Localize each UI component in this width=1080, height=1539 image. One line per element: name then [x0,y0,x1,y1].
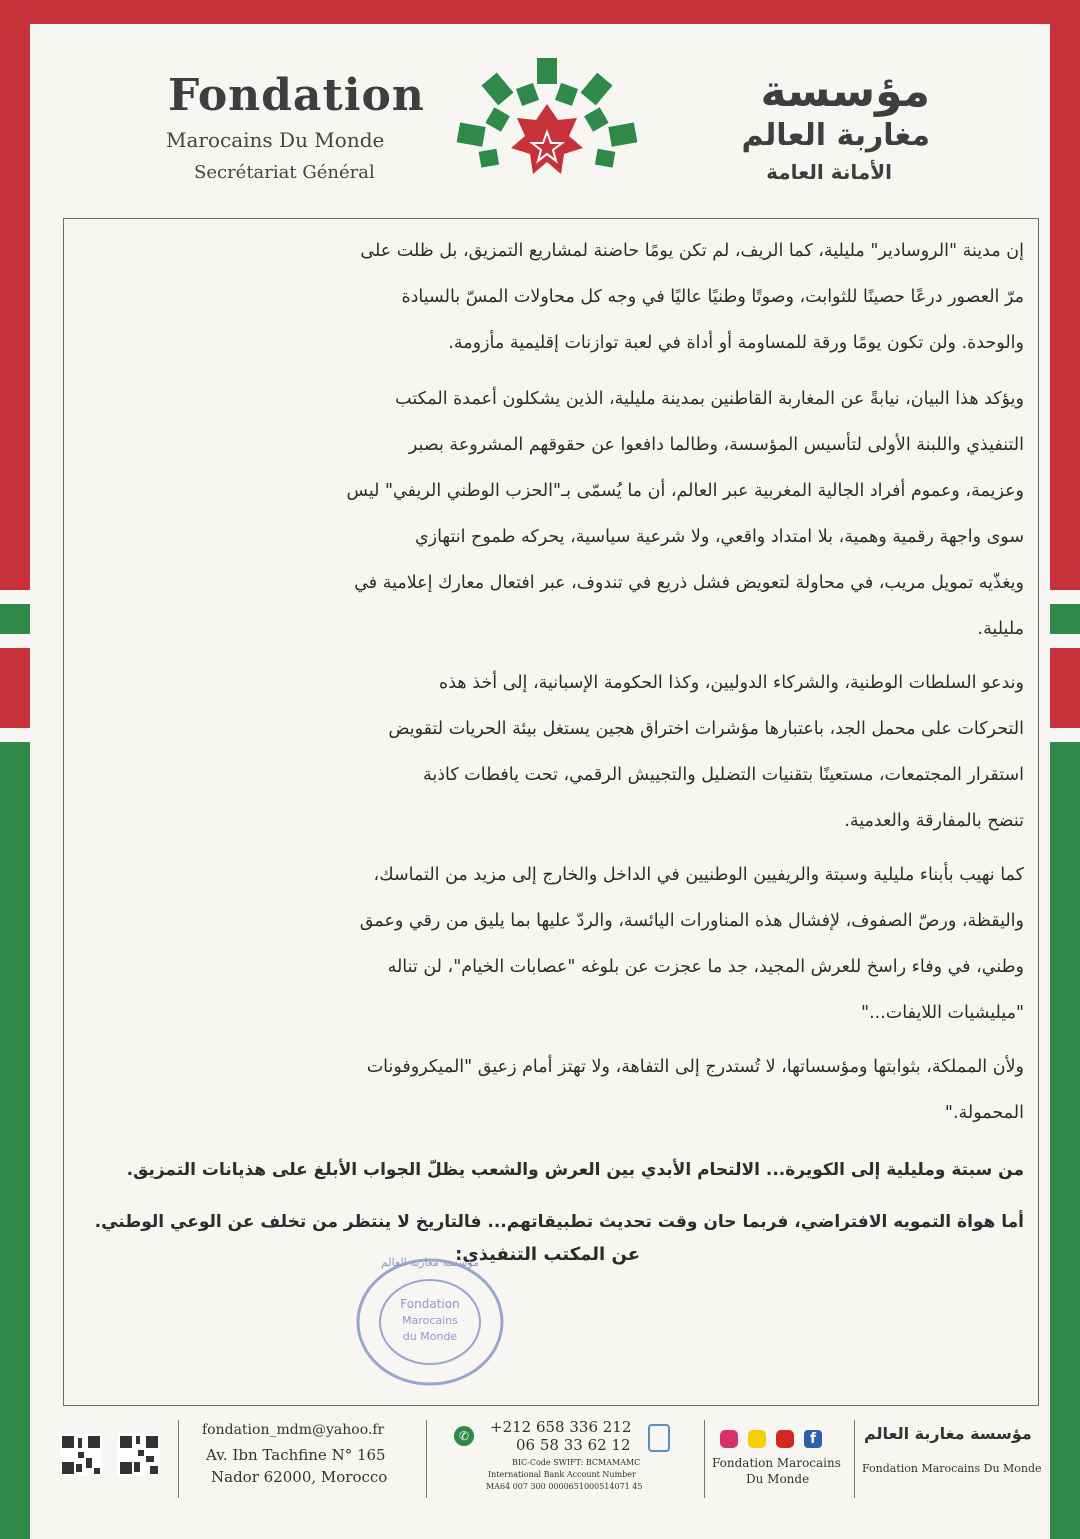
stamp-ring-text: مؤسسة مغاربة العالم [380,1256,480,1269]
text-line: وطني، في وفاء راسخ للعرش المجيد، جد ما عجزت عن بلوغه "عصابات الخيام"، لن تناله [387,957,1024,977]
text-line: ويؤكد هذا البيان، نيابةً عن المغاربة القاطنين بمدينة مليلية، الذين يشكلون أعمدة المكتب [395,389,1024,409]
footer-divider [704,1420,705,1498]
ar-title: مؤسسة [760,66,930,117]
text-line: وندعو السلطات الوطنية، والشركاء الدوليين، وكذا الحكومة الإسبانية، إلى أخذ هذه [439,673,1024,693]
paragraph-2 [78,376,1024,652]
footer-social-name-2: Du Monde [746,1472,810,1486]
right-frame-band [1050,0,1080,1539]
text-line: تنضح بالمفارقة والعدمية. [844,811,1024,831]
qr-code-icon[interactable] [60,1434,102,1476]
text-line: مرّ العصور درعًا حصينًا للثوابت، وصوتًا وطنيًا عاليًا في وجه كل محاولات المسّ بالسيادة [401,287,1024,307]
ar-subtitle: مغاربة العالم [741,118,930,153]
footer-iban: MA64 007 300 0000651000514071 45 [486,1482,643,1491]
footer-email[interactable]: fondation_mdm@yahoo.fr [202,1422,385,1438]
stamp-text: du Monde [402,1330,458,1343]
footer-phone-1[interactable]: +212 658 336 212 [490,1418,632,1436]
stamp-text: Marocains [402,1314,458,1327]
text-line: استقرار المجتمعات، مستعينًا بتقنيات التضليل والتجييش الرقمي، تحت يافطات كاذبة [423,765,1024,785]
ar-secretariat: الأمانة العامة [766,160,892,184]
text-line: "ميليشيات اللايفات..." [861,1003,1024,1023]
text-line: المحمولة." [944,1103,1024,1123]
text-line: ولأن المملكة، بثوابتها ومؤسساتها، لا تُستدرج إلى التفاهة، ولا تهتز أمام زعيق "الميكروفونات [366,1057,1024,1077]
signoff: عن المكتب التنفيذي: [455,1244,640,1265]
footer-address-line1: Av. Ibn Tachfine N° 165 [206,1446,386,1464]
footer-brand-fr: Fondation Marocains Du Monde [862,1462,1042,1475]
paragraph-1 [78,228,1024,366]
whatsapp-icon[interactable]: ✆ [454,1426,474,1446]
text-line: والوحدة. ولن تكون يومًا ورقة للمساومة أو أداة في لعبة توازنات إقليمية مأزومة. [448,333,1024,353]
text-line: ويغذّيه تمويل مريب، في محاولة لتعويض فشل ذريع في تندوف، عبر افتعال معارك إعلامية في [354,573,1024,593]
qr-code-icon[interactable] [118,1434,160,1476]
footer-divider [178,1420,179,1498]
footer-divider [426,1420,427,1498]
stamp-text: Fondation [400,1297,460,1311]
letter-footer [40,1410,1050,1510]
fr-subtitle: Marocains Du Monde [166,128,385,152]
footer-bic: BIC-Code SWIFT: BCMAMAMC [512,1458,641,1467]
text-line: كما نهيب بأبناء مليلية وسبتة والريفيين الوطنيين في الداخل والخارج إلى مزيد من التماسك، [373,865,1024,885]
fr-title: Fondation [168,70,425,121]
footer-iban-label: International Bank Account Number [488,1470,636,1479]
left-frame-band [0,0,30,1539]
official-stamp [350,1252,510,1392]
foundation-logo [432,56,662,196]
snapchat-icon[interactable] [748,1430,766,1448]
phone-device-icon [648,1424,670,1452]
footer-brand-ar: مؤسسة مغاربة العالم [864,1424,1032,1443]
paragraph-3 [78,660,1024,844]
footer-phone-2[interactable]: 06 58 33 62 12 [516,1436,631,1454]
footer-divider [854,1420,855,1498]
footer-social-name-1: Fondation Marocains [712,1456,841,1470]
paragraph-5 [78,1044,1024,1136]
fr-secretariat: Secrétariat Général [194,162,375,183]
text-line: وعزيمة، وعموم أفراد الجالية المغربية عبر العالم، أن ما يُسمّى بـ"الحزب الوطني الريفي" ليس [346,481,1024,501]
paragraph-4 [78,852,1024,1036]
text-line: واليقظة، ورصّ الصفوف، لإفشال هذه المناورات اليائسة، والردّ عليها بما يليق من رقي وعمق [359,911,1024,931]
text-line: سوى واجهة رقمية وهمية، بلا امتداد واقعي، ولا شرعية سياسية، يحركه طموح انتهازي [414,527,1024,547]
top-frame-band [0,0,1080,24]
text-line: التنفيذي واللبنة الأولى لتأسيس المؤسسة، وطالما دافعوا عن حقوقهم المشروعة بصبر [408,435,1024,455]
facebook-icon[interactable]: f [804,1430,822,1448]
text-line: إن مدينة "الروسادير" مليلية، كما الريف، لم تكن يومًا حاضنة لمشاريع التمزيق، بل ظلت على [360,241,1024,261]
footer-address-line2: Nador 62000, Morocco [211,1468,388,1486]
instagram-icon[interactable] [720,1430,738,1448]
closing-line-1: من سبتة ومليلية إلى الكويرة... الالتحام الأبدي بين العرش والشعب يظلّ الجواب الأبلغ على هذيانات التمزيق. [126,1160,1024,1180]
text-line: التحركات على محمل الجد، باعتبارها مؤشرات اختراق هجين يستغل بيئة الحريات لتقويض [388,719,1024,739]
text-line: مليلية. [977,619,1024,639]
youtube-icon[interactable] [776,1430,794,1448]
closing-line-2: أما هواة التمويه الافتراضي، فربما حان وقت تحديث تطبيقاتهم... فالتاريخ لا ينتظر من تخلف عن الوعي الوطني. [94,1212,1024,1232]
letterhead [150,56,940,206]
